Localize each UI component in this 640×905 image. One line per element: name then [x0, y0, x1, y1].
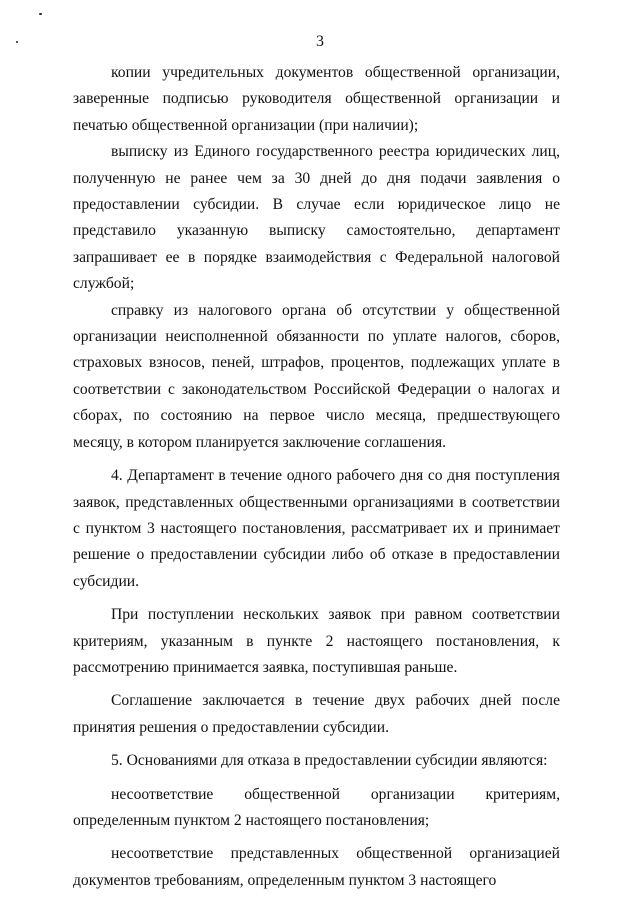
- paragraph-documents-mismatch: несоответствие представленных общественной организацией документов требованиям, определенным пунктом 3 настоящего: [73, 845, 560, 889]
- paragraph-agreement: Соглашение заключается в течение двух рабочих дней после принятия решения о предоставлении субсидии.: [73, 692, 560, 736]
- document-body: [73, 60, 560, 894]
- paragraph-registry-extract: выписку из Единого государственного реестра юридических лиц, полученную не ранее чем за 30 дней до дня подачи заявления о предоставлении субсидии. В случае если юридическое лицо не представило указанную выписку самостоятельно, департамент запрашивает ее в порядке взаимодействия с Федеральной налоговой службой;: [73, 143, 560, 293]
- paragraph-multiple-applications: При поступлении нескольких заявок при равном соответствии критериям, указанным в пункте 2 настоящего постановления, к рассмотрению принимается заявка, поступившая раньше.: [73, 606, 560, 676]
- page-number: 3: [316, 33, 324, 50]
- scan-speck: [39, 13, 42, 15]
- paragraph-charter-copies: копии учредительных документов общественной организации, заверенные подписью руководителя общественной организации и печатью общественной организации (при наличии);: [73, 64, 560, 134]
- paragraph-criteria-mismatch: несоответствие общественной организации критериям, определенным пунктом 2 настоящего постановления;: [73, 785, 560, 829]
- paragraph-tax-certificate: справку из налогового органа об отсутствии у общественной организации неисполненной обязанности по уплате налогов, сборов, страховых взносов, пеней, штрафов, процентов, подлежащих уплате в соответствии с законодательством Российской Федерации о налогах и сборах, по состоянию на первое число месяца, предшествующего месяцу, в котором планируется заключение соглашения.: [73, 301, 560, 451]
- paragraph-clause-5: 5. Основаниями для отказа в предоставлении субсидии являются:: [111, 752, 548, 770]
- paragraph-clause-4: 4. Департамент в течение одного рабочего дня со дня поступления заявок, представленных общественными организациями в соответствии с пунктом 3 настоящего постановления, рассматривает их и принимает решение о предоставлении субсидии либо об отказе в предоставлении субсидии.: [73, 467, 560, 590]
